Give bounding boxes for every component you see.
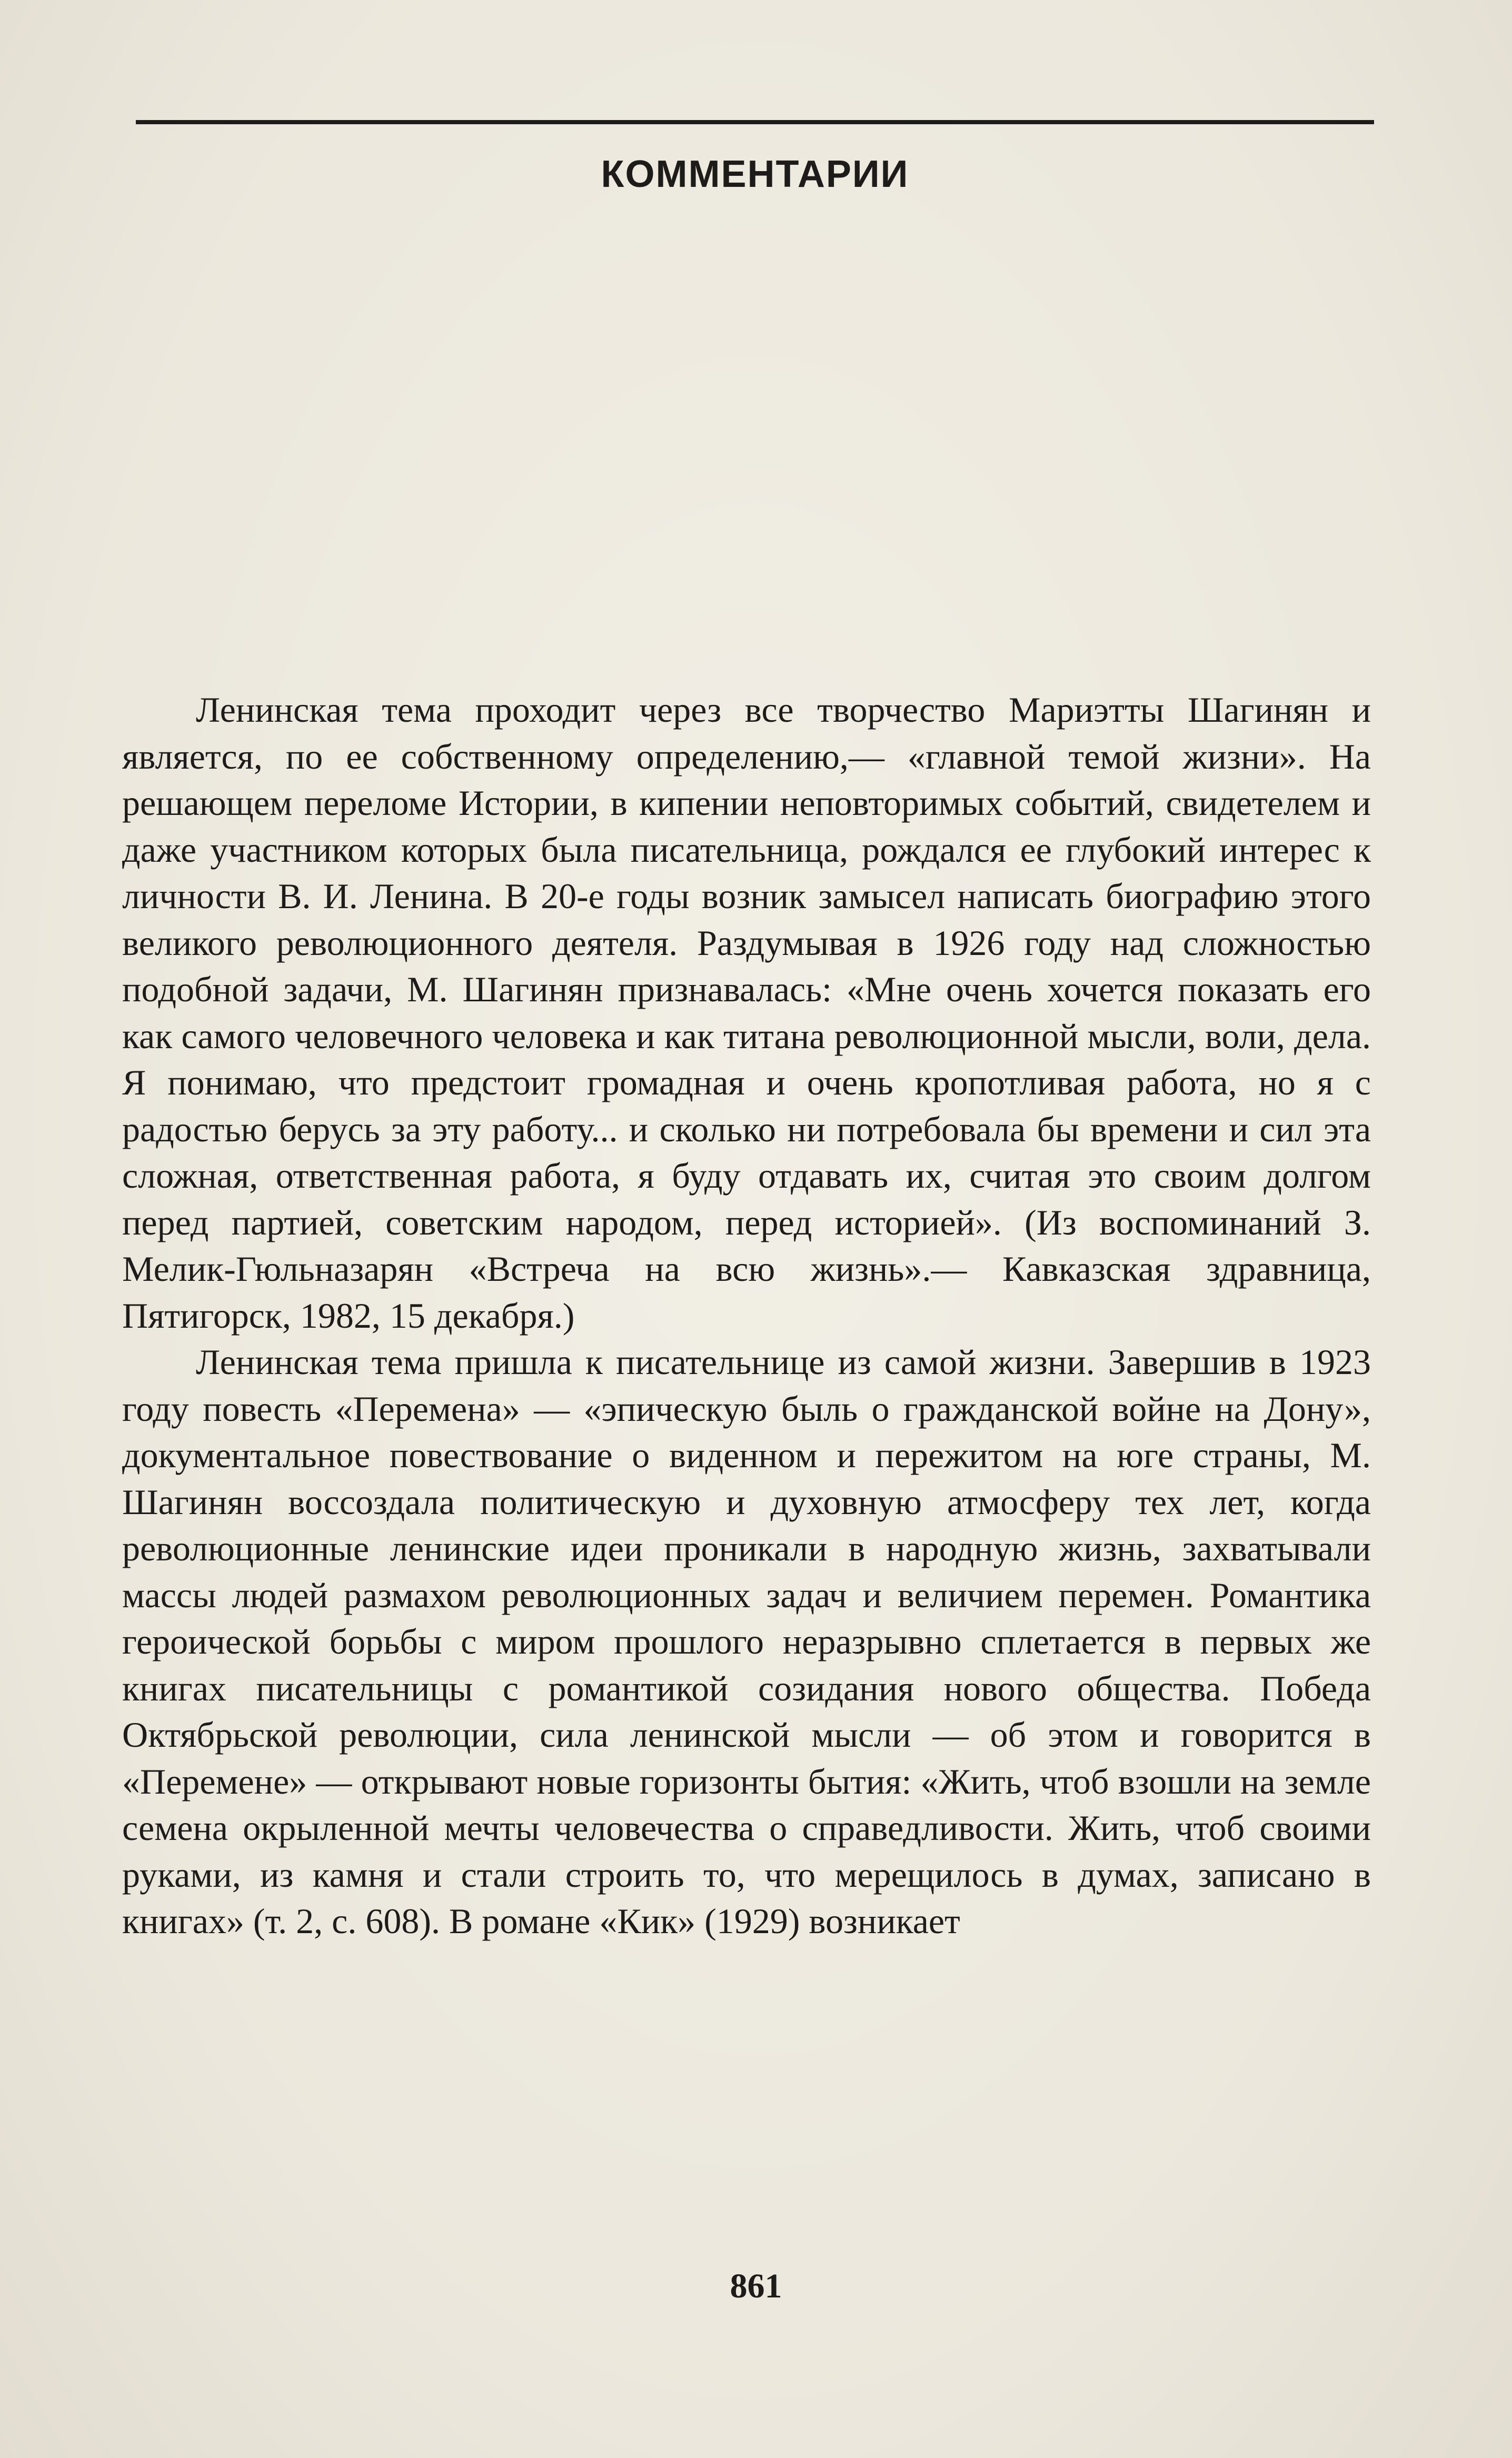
section-heading: КОММЕНТАРИИ bbox=[601, 153, 909, 195]
paragraph-1: Ленинская тема проходит через все творчество Мариэтты Шагинян и является, по ее собственному определению,— «главной темой жизни». На решающем переломе Истории, в кипении неповторимых событий, свидетелем и даже участником которых была писательница, рождался ее глубокий интерес к личности В. И. Ленина. В 20-е годы возник замысел написать биографию этого великого революционного деятеля. Раздумывая в 1926 году над сложностью подобной задачи, М. Шагинян признавалась: «Мне очень хочется показать его как самого человечного человека и как титана революционной мысли, воли, дела. Я понимаю, что предстоит громадная и очень кропотливая работа, но я с радостью берусь за эту работу... и сколько ни потребовала бы времени и сил эта сложная, ответственная работа, я буду отдавать их, считая это своим долгом перед партией, советским народом, перед историей». (Из воспоминаний З. Мелик-Гюльназарян «Встреча на всю жизнь».— Кавказская здравница, Пятигорск, 1982, 15 декабря.) bbox=[122, 690, 1371, 1336]
paragraph-2: Ленинская тема пришла к писательнице из самой жизни. Завершив в 1923 году повесть «Перемена» — «эпическую быль о гражданской войне на Дону», документальное повествование о виденном и пережитом на юге страны, М. Шагинян воссоздала политическую и духовную атмосферу тех лет, когда революционные ленинские идеи проникали в народную жизнь, захватывали массы людей размахом революционных задач и величием перемен. Романтика героической борьбы с миром прошлого неразрывно сплетается в первых же книгах писательницы с романтикой созидания нового общества. Победа Октябрьской революции, сила ленинской мысли — об этом и говорится в «Перемене» — открывают новые горизонты бытия: «Жить, чтоб взошли на земле семена окрыленной мечты человечества о справедливости. Жить, чтоб своими руками, из камня и стали строить то, что мерещилось в думах, записано в книгах» (т. 2, с. 608). В романе «Кик» (1929) возникает bbox=[122, 1342, 1371, 1941]
page-number: 861 bbox=[730, 2267, 782, 2305]
top-rule-divider bbox=[136, 120, 1374, 124]
body-text bbox=[122, 686, 1371, 1945]
